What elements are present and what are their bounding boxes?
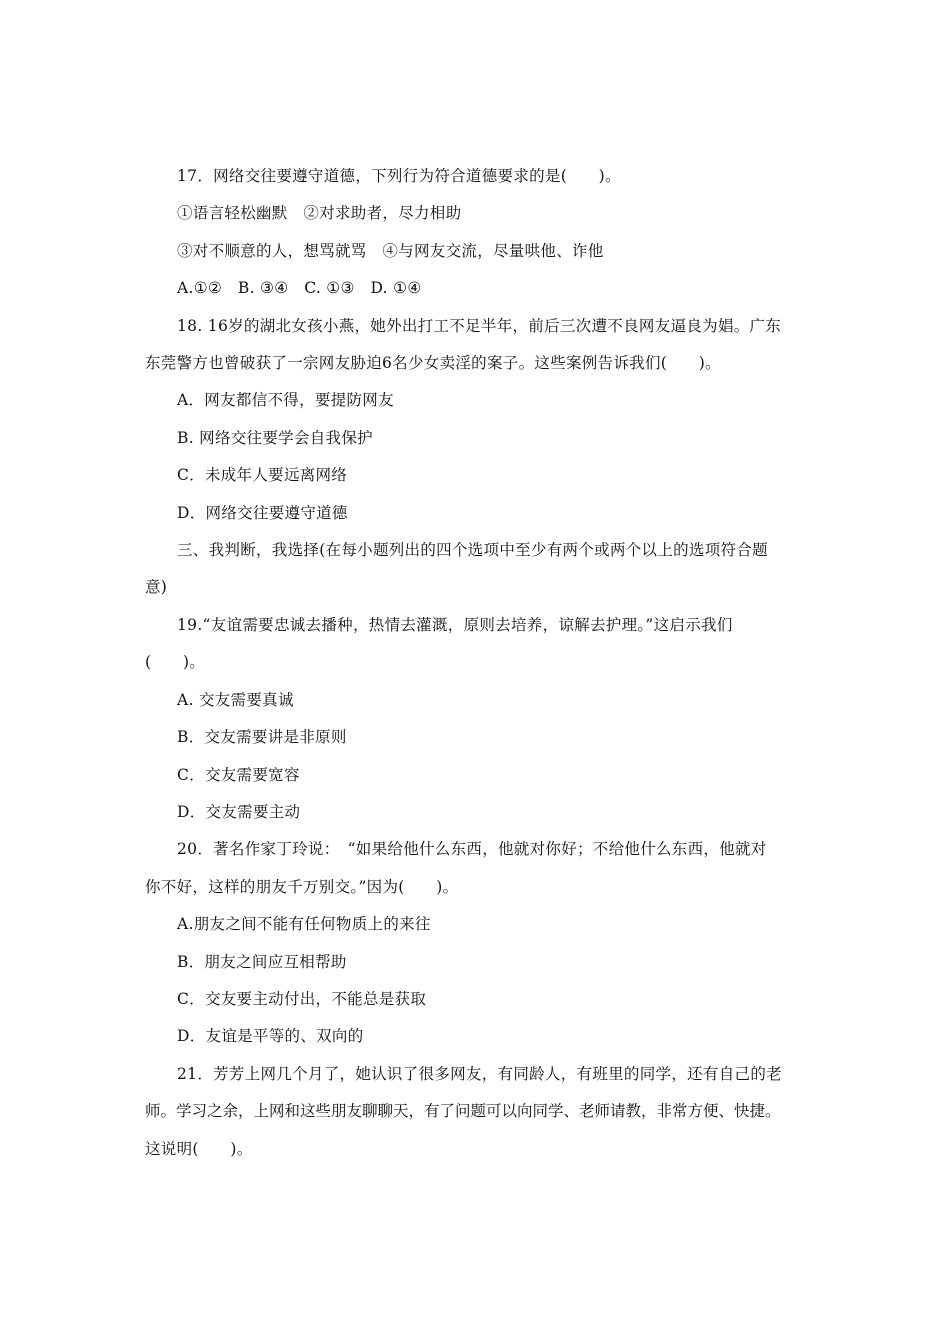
q18-stem-line-2: 东莞警方也曾破获了一宗网友胁迫6名少女卖淫的案子。这些案例告诉我们( )。 bbox=[145, 354, 721, 373]
q17-stem: 17．网络交往要遵守道德，下列行为符合道德要求的是( )。 bbox=[177, 167, 621, 185]
q20-stem-line-1: 20．著名作家丁玲说： “如果给他什么东西，他就对你好；不给他什么东西，他就对 bbox=[177, 840, 767, 859]
q21-stem-line-1: 21．芳芳上网几个月了，她认识了很多网友，有同龄人，有班里的同学，还有自己的老 bbox=[177, 1064, 782, 1083]
q21-stem-line-3: 这说明( )。 bbox=[145, 1139, 253, 1158]
q17-options: A.①② B. ③④ C. ①③ D. ①④ bbox=[177, 279, 422, 298]
q20-option-a: A.朋友之间不能有任何物质上的来往 bbox=[177, 915, 431, 934]
q18-option-a: A．网友都信不得，要提防网友 bbox=[177, 391, 394, 410]
q20-option-d: D．友谊是平等的、双向的 bbox=[177, 1027, 364, 1046]
section-3-heading-line-2: 意) bbox=[145, 578, 168, 597]
q17-items-2: ③对不顺意的人，想骂就骂 ④与网友交流，尽量哄他、诈他 bbox=[177, 241, 604, 260]
q19-option-a: A. 交友需要真诚 bbox=[177, 690, 294, 709]
q19-option-d: D．交友需要主动 bbox=[177, 802, 301, 821]
q18-option-d: D．网络交往要遵守道德 bbox=[177, 503, 348, 522]
q19-stem-line-1: 19.“友谊需要忠诚去播种，热情去灌溉，原则去培养，谅解去护理。”这启示我们 bbox=[177, 615, 733, 634]
q18-stem-line-1: 18. 16岁的湖北女孩小燕，她外出打工不足半年，前后三次遭不良网友逼良为娼。广东 bbox=[177, 316, 782, 335]
q17-items-1: ①语言轻松幽默 ②对求助者，尽力相助 bbox=[177, 204, 462, 223]
section-3-heading-line-1: 三、我判断，我选择(在每小题列出的四个选项中至少有两个或两个以上的选项符合题 bbox=[177, 541, 768, 560]
q19-stem-line-2: ( )。 bbox=[145, 653, 206, 672]
q18-option-c: C．未成年人要远离网络 bbox=[177, 466, 348, 485]
q21-stem-line-2: 师。学习之余，上网和这些朋友聊聊天，有了问题可以向同学、老师请教，非常方便、快捷。 bbox=[145, 1102, 781, 1121]
question-list bbox=[145, 158, 811, 1168]
q18-option-b: B. 网络交往要学会自我保护 bbox=[177, 428, 373, 447]
q19-option-b: B．交友需要讲是非原则 bbox=[177, 728, 347, 747]
q19-option-c: C．交友需要宽容 bbox=[177, 765, 300, 784]
q20-option-b: B．朋友之间应互相帮助 bbox=[177, 952, 347, 971]
q20-option-c: C．交友要主动付出，不能总是获取 bbox=[177, 989, 427, 1008]
q20-stem-line-2: 你不好，这样的朋友千万别交。”因为( )。 bbox=[145, 877, 459, 896]
